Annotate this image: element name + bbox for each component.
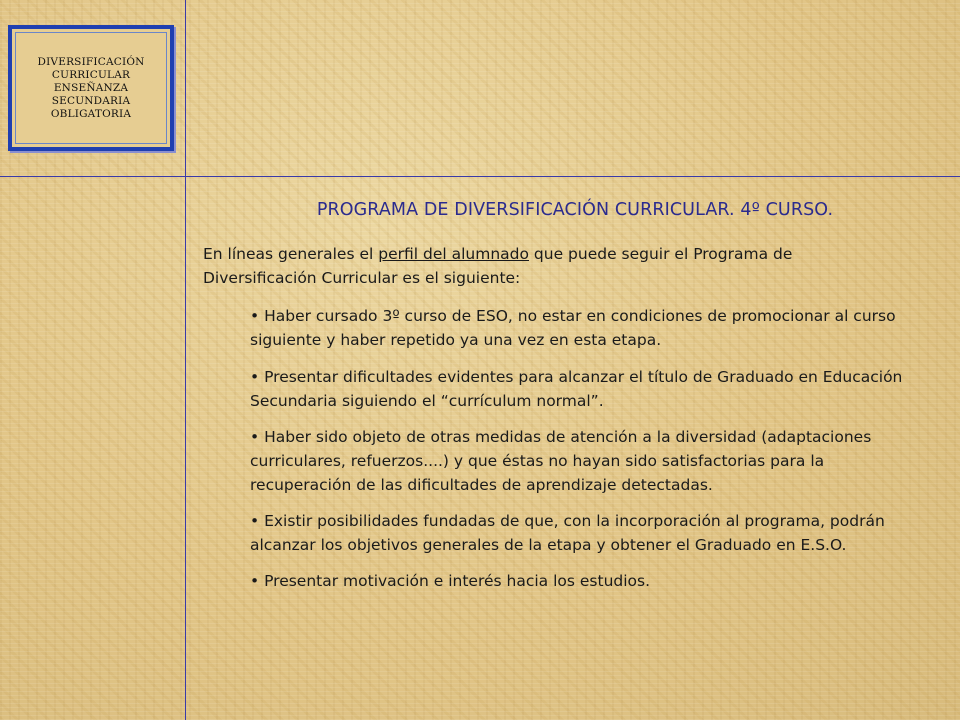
bullet-marker: • — [250, 512, 260, 530]
intro-paragraph — [203, 242, 883, 290]
intro-text-before: En líneas generales el — [203, 245, 379, 263]
bullet-marker: • — [250, 307, 260, 325]
criteria-list — [250, 304, 930, 593]
bullet-marker: • — [250, 368, 260, 386]
list-item-text: Presentar dificultades evidentes para alcanzar el título de Graduado en Educación Secundaria siguiendo el “currículum normal”. — [250, 368, 903, 410]
slide-title: PROGRAMA DE DIVERSIFICACIÓN CURRICULAR. 4º CURSO. — [316, 200, 834, 220]
list-item — [250, 509, 930, 557]
bullet-marker: • — [250, 572, 260, 590]
badge-line: OBLIGATORIA — [50, 107, 132, 120]
section-badge-inner-frame — [15, 32, 167, 144]
intro-underlined-phrase: perfil del alumnado — [378, 245, 529, 263]
list-item-text: Haber cursado 3º curso de ESO, no estar en condiciones de promocionar al curso siguiente y haber repetido ya una vez en esta etapa. — [250, 307, 896, 349]
horizontal-rule-line — [0, 176, 960, 177]
list-item — [250, 365, 930, 413]
list-item-text: Presentar motivación e interés hacia los estudios. — [264, 572, 651, 590]
list-item-text: Existir posibilidades fundadas de que, con la incorporación al programa, podrán alcanzar los objetivos generales de la etapa y obtener el Graduado en E.S.O. — [250, 512, 885, 554]
list-item-text: Haber sido objeto de otras medidas de atención a la diversidad (adaptaciones curriculares, refuerzos....) y que éstas no hayan sido satisfactorias para la recuperación de las dificultades de aprendizaje detectadas. — [250, 428, 872, 494]
bullet-marker: • — [250, 428, 260, 446]
list-item — [250, 304, 930, 352]
badge-line: ENSEÑANZA — [53, 81, 129, 94]
intro-text-after: que puede seguir el Programa de Diversificación Curricular es el siguiente: — [203, 245, 793, 287]
section-badge-text — [37, 56, 144, 121]
badge-line: CURRICULAR — [51, 68, 131, 81]
vertical-rule-line — [185, 0, 186, 720]
section-badge — [8, 25, 174, 151]
badge-line: SECUNDARIA — [51, 94, 131, 107]
badge-line: DIVERSIFICACIÓN — [37, 55, 145, 68]
list-item — [250, 569, 930, 593]
list-item — [250, 425, 930, 497]
